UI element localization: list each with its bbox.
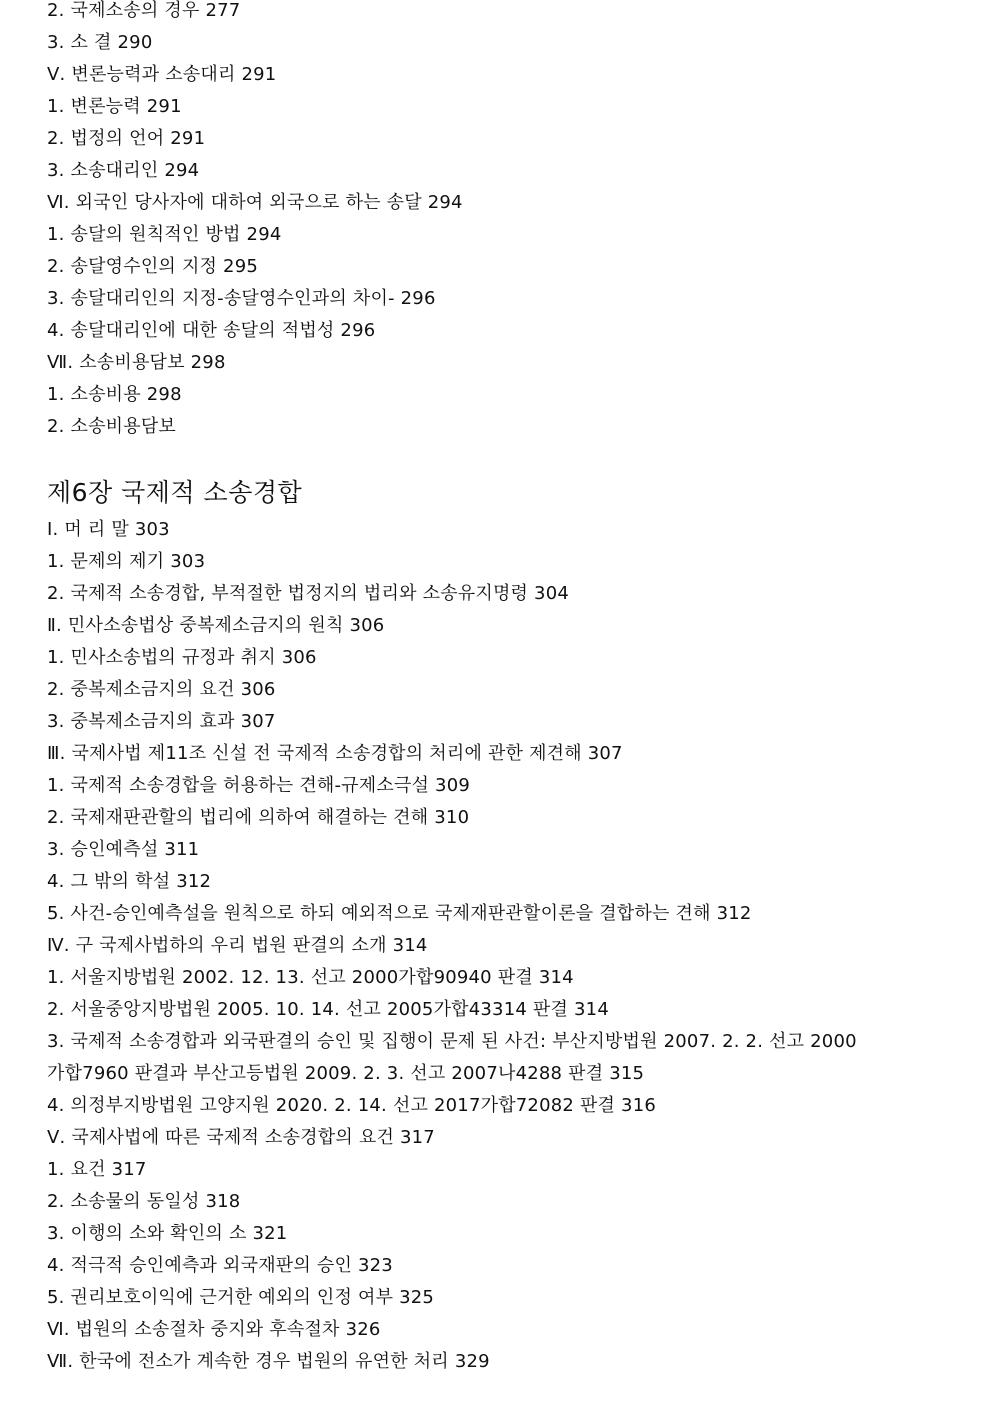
toc-heading-entry: Ⅱ. 민사소송법상 중복제소금지의 원칙 306 [47, 615, 385, 636]
toc-entry: 2. 소송비용담보 [47, 416, 177, 437]
toc-entry: 2. 송달영수인의 지정 295 [47, 256, 258, 277]
toc-entry: 2. 법정의 언어 291 [47, 128, 206, 149]
toc-entry: 4. 적극적 승인예측과 외국재판의 승인 323 [47, 1255, 393, 1276]
toc-entry: 2. 국제재판관할의 법리에 의하여 해결하는 견해 310 [47, 807, 470, 828]
toc-entry: 1. 송달의 원칙적인 방법 294 [47, 224, 282, 245]
toc-entry: 3. 송달대리인의 지정-송달영수인과의 차이- 296 [47, 288, 436, 309]
toc-entry: 3. 승인예측설 311 [47, 839, 200, 860]
toc-entry-long-line1: 3. 국제적 소송경합과 외국판결의 승인 및 집행이 문제 된 사건: 부산지방법원 2007. 2. 2. 선고 2000 [47, 1031, 857, 1052]
toc-entry: 1. 소송비용 298 [47, 384, 182, 405]
toc-heading-entry: Ⅲ. 국제사법 제11조 신설 전 국제적 소송경합의 처리에 관한 제견해 307 [47, 743, 623, 764]
toc-entry: 2. 중복제소금지의 요건 306 [47, 679, 276, 700]
toc-entry: 2. 서울중앙지방법원 2005. 10. 14. 선고 2005가합43314 판결 314 [47, 999, 609, 1020]
toc-entry: 5. 사건-승인예측설을 원칙으로 하되 예외적으로 국제재판관할이론을 결합하는 견해 312 [47, 903, 752, 924]
toc-entry: 1. 문제의 제기 303 [47, 551, 206, 572]
toc-entry-long-line2: 가합7960 판결과 부산고등법원 2009. 2. 3. 선고 2007나4288 판결 315 [47, 1063, 645, 1084]
toc-heading-entry: Ⅴ. 국제사법에 따른 국제적 소송경합의 요건 317 [47, 1127, 435, 1148]
toc-entry: 1. 요건 317 [47, 1159, 147, 1180]
chapter-title: 제6장 국제적 소송경합 [47, 478, 303, 507]
toc-entry: 5. 권리보호이익에 근거한 예외의 인정 여부 325 [47, 1287, 435, 1308]
toc-heading-entry: Ⅳ. 구 국제사법하의 우리 법원 판결의 소개 314 [47, 935, 428, 956]
toc-entry: 3. 소 결 290 [47, 32, 153, 53]
toc-entry: 2. 국제적 소송경합, 부적절한 법정지의 법리와 소송유지명령 304 [47, 583, 570, 604]
toc-entry: 2. 소송물의 동일성 318 [47, 1191, 241, 1212]
toc-entry: 2. 국제소송의 경우 277 [47, 0, 241, 21]
chapter-toc-section [47, 514, 952, 1378]
toc-heading-entry: Ⅵ. 법원의 소송절차 중지와 후속절차 326 [47, 1319, 381, 1340]
toc-heading-entry: Ⅰ. 머 리 말 303 [47, 519, 170, 540]
toc-heading-entry: Ⅴ. 변론능력과 소송대리 291 [47, 64, 277, 85]
toc-entry: 4. 의정부지방법원 고양지원 2020. 2. 14. 선고 2017가합72082 판결 316 [47, 1095, 657, 1116]
toc-entry: 1. 변론능력 291 [47, 96, 182, 117]
toc-entry: 1. 서울지방법원 2002. 12. 13. 선고 2000가합90940 판결 314 [47, 967, 574, 988]
toc-entry: 3. 소송대리인 294 [47, 160, 200, 181]
toc-heading-entry: Ⅶ. 한국에 전소가 계속한 경우 법원의 유연한 처리 329 [47, 1351, 490, 1372]
toc-continuation-section [47, 0, 952, 443]
toc-entry: 1. 민사소송법의 규정과 취지 306 [47, 647, 317, 668]
toc-entry: 3. 중복제소금지의 효과 307 [47, 711, 276, 732]
toc-entry: 1. 국제적 소송경합을 허용하는 견해-규제소극설 309 [47, 775, 471, 796]
toc-entry: 4. 그 밖의 학설 312 [47, 871, 212, 892]
toc-heading-entry: Ⅶ. 소송비용담보 298 [47, 352, 226, 373]
toc-heading-entry: Ⅵ. 외국인 당사자에 대하여 외국으로 하는 송달 294 [47, 192, 463, 213]
toc-entry: 4. 송달대리인에 대한 송달의 적법성 296 [47, 320, 376, 341]
toc-entry: 3. 이행의 소와 확인의 소 321 [47, 1223, 288, 1244]
chapter-heading-block [47, 476, 952, 510]
